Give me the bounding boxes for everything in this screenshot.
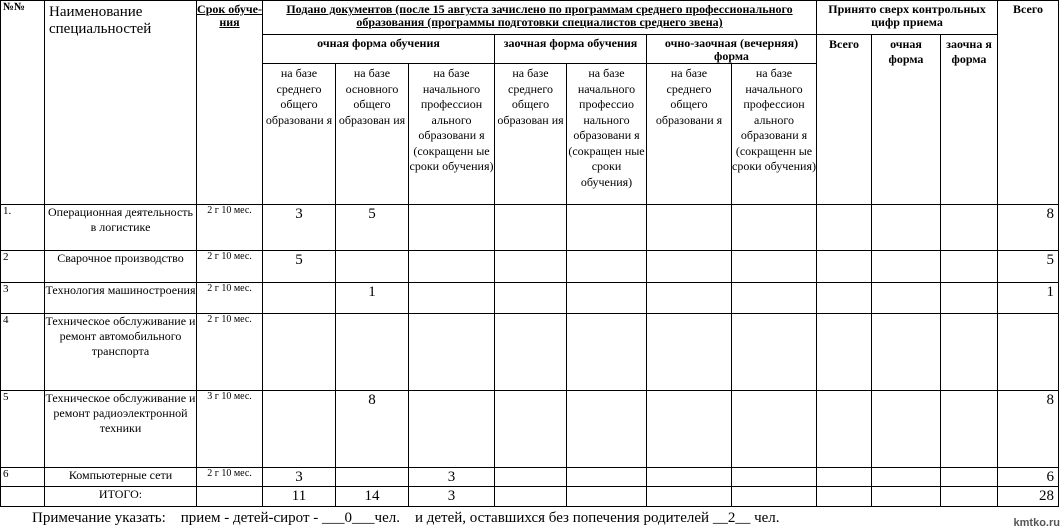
row-c3: 3 bbox=[409, 468, 495, 487]
header-num: №№ bbox=[1, 1, 45, 205]
row-srok: 2 г 10 мес. bbox=[197, 283, 263, 314]
header-acc-total: Всего bbox=[817, 35, 872, 205]
row-total: 8 bbox=[998, 391, 1059, 468]
itogo-c1: 11 bbox=[263, 487, 336, 507]
header-sub-nach-v: на базе начального профессион ального образовани я (сокращенн ые сроки обучения) bbox=[732, 64, 817, 205]
row-c1 bbox=[263, 391, 336, 468]
itogo-label: ИТОГО: bbox=[45, 487, 197, 507]
header-acc-ochnaya: очная форма bbox=[872, 35, 941, 205]
itogo-row bbox=[1, 487, 1059, 507]
header-accepted: Принято сверх контрольных цифр приема bbox=[817, 1, 998, 35]
row-srok: 2 г 10 мес. bbox=[197, 314, 263, 391]
row-total: 8 bbox=[998, 205, 1059, 251]
row-c1 bbox=[263, 283, 336, 314]
row-name: Компьютерные сети bbox=[45, 468, 197, 487]
header-sub-sred: на базе среднего общего образовани я bbox=[263, 64, 336, 205]
row-total bbox=[998, 314, 1059, 391]
header-sub-nach-z: на базе начального профессио нального образовани я (сокращен ные сроки обучения) bbox=[567, 64, 647, 205]
footnote: Примечание указать: прием - детей-сирот - ___0___чел. и детей, оставшихся без попечения родителей __2__ чел. bbox=[32, 510, 780, 526]
header-zaochnaya: заочная форма обучения bbox=[495, 35, 647, 64]
row-total: 1 bbox=[998, 283, 1059, 314]
row-srok: 3 г 10 мес. bbox=[197, 391, 263, 468]
row-num: 1. bbox=[1, 205, 45, 251]
row-c1 bbox=[263, 314, 336, 391]
row-c2 bbox=[336, 468, 409, 487]
row-c1: 3 bbox=[263, 468, 336, 487]
header-total: Всего bbox=[998, 1, 1059, 205]
table-row bbox=[1, 205, 1059, 251]
row-c2 bbox=[336, 314, 409, 391]
table-row bbox=[1, 468, 1059, 487]
row-srok: 2 г 10 мес. bbox=[197, 251, 263, 283]
row-c3 bbox=[409, 314, 495, 391]
row-name: Техническое обслуживание и ремонт радиоэлектронной техники bbox=[45, 391, 197, 468]
watermark: kmtko.ru bbox=[1013, 517, 1060, 529]
row-c2: 8 bbox=[336, 391, 409, 468]
row-srok: 2 г 10 мес. bbox=[197, 205, 263, 251]
header-submitted: Подано документов (после 15 августа зачислено по программам среднего профессионального образования (программы подготовки специалистов среднего звена) bbox=[263, 1, 817, 35]
row-total: 6 bbox=[998, 468, 1059, 487]
table-row bbox=[1, 314, 1059, 391]
row-name: Техническое обслуживание и ремонт автомобильного транспорта bbox=[45, 314, 197, 391]
header-ochnaya: очная форма обучения bbox=[263, 35, 495, 64]
row-num: 3 bbox=[1, 283, 45, 314]
itogo-c3: 3 bbox=[409, 487, 495, 507]
row-name: Операционная деятельность в логистике bbox=[45, 205, 197, 251]
header-sub-osn: на базе основного общего образован ия bbox=[336, 64, 409, 205]
row-c2: 1 bbox=[336, 283, 409, 314]
row-c3 bbox=[409, 283, 495, 314]
orphans-count: ___0___ bbox=[322, 510, 375, 526]
header-srok: Срок обуче-ния bbox=[197, 1, 263, 205]
without-care-count: __2__ bbox=[712, 510, 751, 526]
header-ochzaoch: очно-заочная (вечерняя) форма bbox=[647, 35, 817, 64]
row-num: 6 bbox=[1, 468, 45, 487]
row-c3 bbox=[409, 391, 495, 468]
header-sub-sred-v: на базе среднего общего образовани я bbox=[647, 64, 732, 205]
table-row bbox=[1, 283, 1059, 314]
row-num: 2 bbox=[1, 251, 45, 283]
row-c2: 5 bbox=[336, 205, 409, 251]
row-c1: 5 bbox=[263, 251, 336, 283]
header-sub-nach: на базе начального профессион ального образовани я (сокращенн ые сроки обучения) bbox=[409, 64, 495, 205]
header-acc-zaochnaya: заочна я форма bbox=[941, 35, 998, 205]
row-num: 4 bbox=[1, 314, 45, 391]
row-c1: 3 bbox=[263, 205, 336, 251]
row-srok: 2 г 10 мес. bbox=[197, 468, 263, 487]
table-row bbox=[1, 251, 1059, 283]
row-num: 5 bbox=[1, 391, 45, 468]
header-name: Наименование специальностей bbox=[45, 1, 197, 205]
row-c2 bbox=[336, 251, 409, 283]
row-name: Сварочное производство bbox=[45, 251, 197, 283]
header-sub-sred-z: на базе среднего общего образован ия bbox=[495, 64, 567, 205]
row-total: 5 bbox=[998, 251, 1059, 283]
itogo-c2: 14 bbox=[336, 487, 409, 507]
table-row bbox=[1, 391, 1059, 468]
itogo-total: 28 bbox=[998, 487, 1059, 507]
row-c3 bbox=[409, 251, 495, 283]
row-c3 bbox=[409, 205, 495, 251]
row-name: Технология машиностроения bbox=[45, 283, 197, 314]
